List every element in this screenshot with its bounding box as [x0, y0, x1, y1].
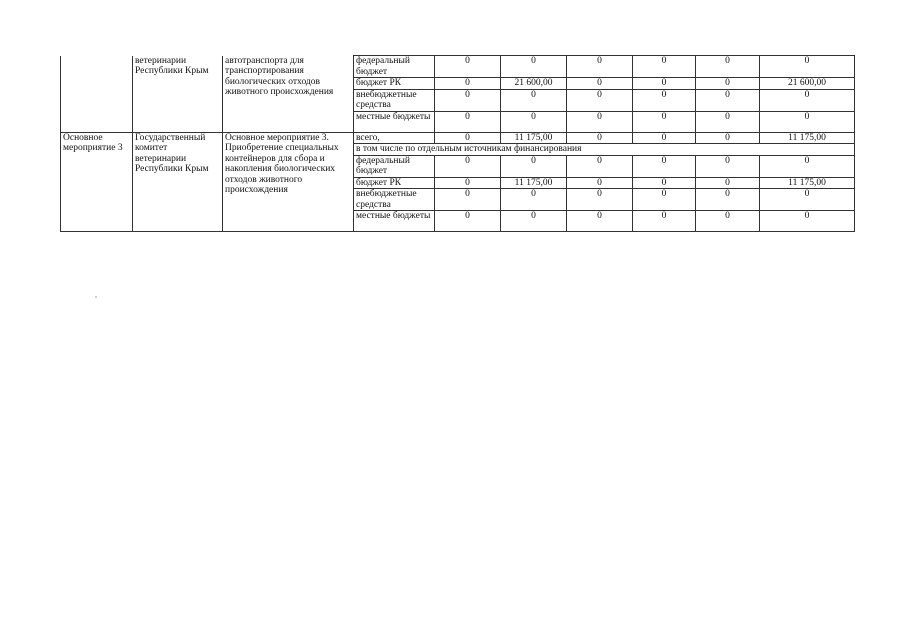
measure-cell	[61, 56, 133, 133]
value-cell: 0	[633, 56, 696, 78]
value-cell: 0	[435, 89, 501, 111]
scan-speck	[95, 296, 97, 298]
value-cell: 0	[760, 89, 855, 111]
value-cell: 0	[501, 56, 567, 78]
source-cell: местные бюджеты	[354, 111, 435, 132]
value-cell: 0	[633, 111, 696, 132]
value-cell: 0	[435, 155, 501, 177]
value-cell: 0	[633, 78, 696, 90]
value-cell: 0	[760, 189, 855, 211]
source-cell: всего,	[354, 132, 435, 144]
value-cell: 21 600,00	[760, 78, 855, 90]
source-cell: внебюджетные средства	[354, 189, 435, 211]
source-cell: федеральный бюджет	[354, 56, 435, 78]
value-cell: 0	[696, 111, 760, 132]
value-cell: 21 600,00	[501, 78, 567, 90]
value-cell: 0	[633, 89, 696, 111]
source-cell: бюджет РК	[354, 177, 435, 189]
value-cell: 0	[760, 56, 855, 78]
value-cell: 11 175,00	[760, 177, 855, 189]
value-cell: 0	[696, 211, 760, 232]
value-cell: 0	[567, 132, 633, 144]
value-cell: 0	[435, 56, 501, 78]
value-cell: 0	[435, 111, 501, 132]
table-row	[61, 132, 855, 144]
value-cell: 0	[696, 89, 760, 111]
value-cell: 0	[633, 132, 696, 144]
value-cell: 0	[501, 211, 567, 232]
value-cell: 0	[435, 78, 501, 90]
financing-table	[60, 55, 855, 232]
value-cell: 0	[567, 89, 633, 111]
value-cell: 0	[567, 78, 633, 90]
value-cell: 11 175,00	[501, 132, 567, 144]
value-cell: 0	[633, 189, 696, 211]
value-cell: 0	[567, 155, 633, 177]
table-row	[61, 56, 855, 78]
executor-cell: ветеринарии Республики Крым	[133, 56, 223, 133]
value-cell: 0	[501, 89, 567, 111]
value-cell: 0	[435, 189, 501, 211]
value-cell: 0	[696, 78, 760, 90]
value-cell: 11 175,00	[760, 132, 855, 144]
value-cell: 0	[567, 56, 633, 78]
value-cell: 0	[760, 155, 855, 177]
measure-name-cell: автотранспорта для транспортирования биологических отходов животного происхождения	[223, 56, 354, 133]
value-cell: 0	[696, 56, 760, 78]
value-cell: 0	[633, 177, 696, 189]
value-cell: 0	[435, 177, 501, 189]
value-cell: 0	[567, 189, 633, 211]
source-cell: федеральный бюджет	[354, 155, 435, 177]
source-cell: местные бюджеты	[354, 211, 435, 232]
value-cell: 0	[567, 111, 633, 132]
value-cell: 0	[501, 189, 567, 211]
value-cell: 0	[435, 211, 501, 232]
measure-cell: Основное мероприятие 3	[61, 132, 133, 232]
measure-name-cell: Основное мероприятие 3. Приобретение специальных контейнеров для сбора и накопления биологических отходов животного происхождения	[223, 132, 354, 232]
value-cell: 0	[760, 211, 855, 232]
value-cell: 0	[696, 189, 760, 211]
value-cell: 0	[501, 155, 567, 177]
breakdown-label: в том числе по отдельным источникам финансирования	[354, 144, 855, 156]
value-cell: 0	[696, 177, 760, 189]
value-cell: 0	[567, 177, 633, 189]
value-cell: 0	[501, 111, 567, 132]
source-cell: внебюджетные средства	[354, 89, 435, 111]
value-cell: 0	[567, 211, 633, 232]
source-cell: бюджет РК	[354, 78, 435, 90]
value-cell: 0	[435, 132, 501, 144]
value-cell: 0	[633, 211, 696, 232]
value-cell: 0	[696, 132, 760, 144]
value-cell: 0	[696, 155, 760, 177]
value-cell: 0	[633, 155, 696, 177]
value-cell: 0	[760, 111, 855, 132]
value-cell: 11 175,00	[501, 177, 567, 189]
executor-cell: Государственный комитет ветеринарии Республики Крым	[133, 132, 223, 232]
